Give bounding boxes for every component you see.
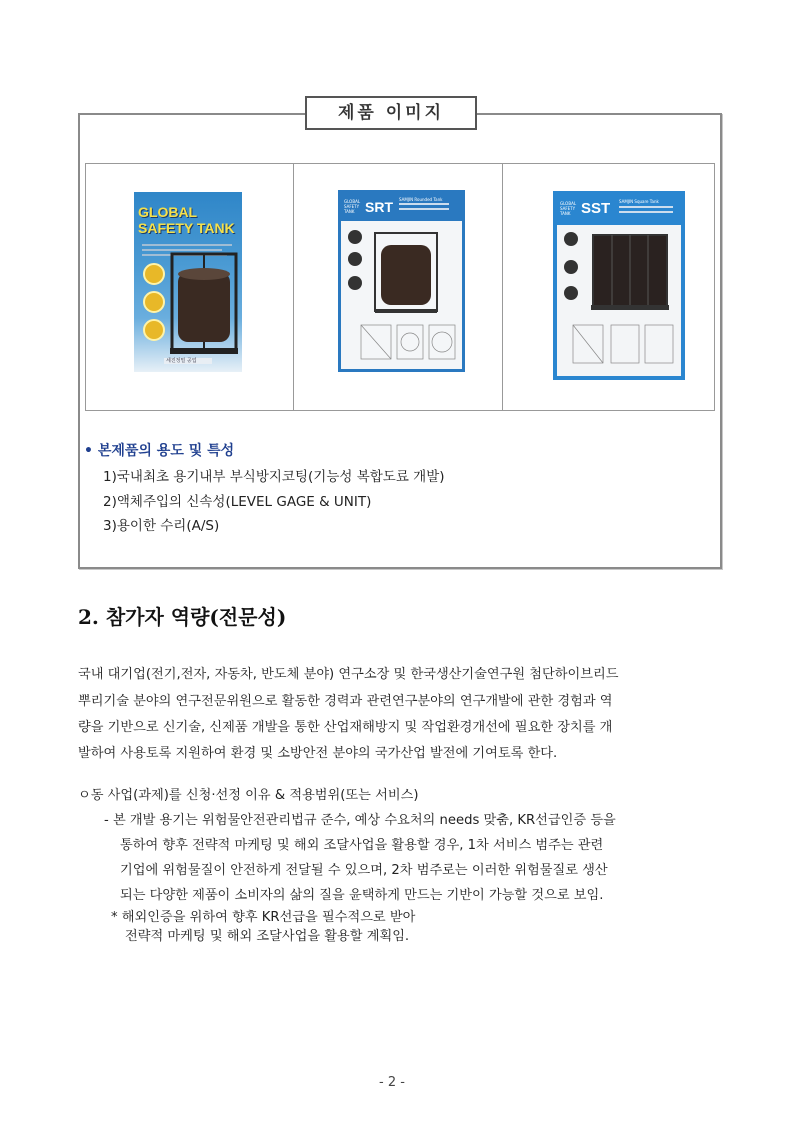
bullet-heading: ㅇ동 사업(과제)를 신청·선정 이유 & 적용범위(또는 서비스) xyxy=(78,788,419,803)
panel-title: 제품 이미지 xyxy=(305,96,477,130)
srt-tank-illustration xyxy=(341,193,462,369)
dash-line: 되는 다양한 제품이 소비자의 삶의 질을 윤택하게 만드는 기반이 가능할 것으로 보임. xyxy=(120,888,604,903)
poster-footer: 세진정밀 공업 xyxy=(166,358,197,364)
poster-heading: GLOBAL SAFETY TANK xyxy=(138,204,235,236)
note-line: 전략적 마케팅 및 해외 조달사업을 활용할 계획임. xyxy=(125,929,410,944)
dash-line: 통하여 향후 전략적 마케팅 및 해외 조달사업을 활용할 경우, 1차 서비스 범주는 관련 xyxy=(120,838,604,853)
sst-brochure xyxy=(553,191,685,380)
grid-divider xyxy=(293,163,294,411)
brochure-heading: SST xyxy=(581,200,611,217)
srt-brochure xyxy=(338,190,465,372)
paragraph-line: 발하여 사용토록 지원하여 환경 및 소방안전 분야의 국가산업 발전에 기여토록 한다. xyxy=(78,746,558,761)
brochure-heading: SRT xyxy=(365,199,393,215)
section-title: 2. 참가자 역량(전문성) xyxy=(78,605,287,629)
page-number: - 2 - xyxy=(379,1075,405,1090)
features-heading: • 본제품의 용도 및 특성 xyxy=(84,443,235,459)
feature-item: 2)액체주입의 신속성(LEVEL GAGE & UNIT) xyxy=(103,494,372,510)
dash-line: 기업에 위험물질이 안전하게 전달될 수 있으며, 2차 범주로는 이러한 위험물질로 생산 xyxy=(120,863,608,878)
feature-item: 3)용이한 수리(A/S) xyxy=(103,518,220,534)
paragraph-line: 량을 기반으로 신기술, 신제품 개발을 통한 산업재해방지 및 작업환경개선에 필요한 장치를 개 xyxy=(78,720,613,735)
paragraph-line: 뿌리기술 분야의 연구전문위원으로 활동한 경력과 관련연구분야의 연구개발에 관한 경험과 역 xyxy=(78,694,613,709)
brochure-logo: GLOBAL SAFETY TANK xyxy=(344,199,361,214)
brochure-logo: GLOBAL SAFETY TANK xyxy=(560,201,577,216)
dash-line: - 본 개발 용기는 위험물안전관리법규 준수, 예상 수요처의 needs 맞춤, KR선급인증 등을 xyxy=(104,813,616,828)
global-safety-tank-poster xyxy=(134,192,242,372)
grid-divider xyxy=(502,163,503,411)
feature-item: 1)국내최초 용기내부 부식방지코팅(기능성 복합도료 개발) xyxy=(103,469,445,485)
sst-tank-illustration xyxy=(557,195,681,376)
note-line: * 해외인증을 위하여 향후 KR선급을 필수적으로 받아 xyxy=(111,910,416,925)
paragraph-line: 국내 대기업(전기,전자, 자동차, 반도체 분야) 연구소장 및 한국생산기술연구원 첨단하이브리드 xyxy=(78,667,619,682)
brochure-subtitle: SAMJIN Rounded Tank xyxy=(399,197,443,202)
brochure-subtitle: SAMJIN Square Tank xyxy=(619,199,659,204)
tank-illustration xyxy=(134,192,242,372)
